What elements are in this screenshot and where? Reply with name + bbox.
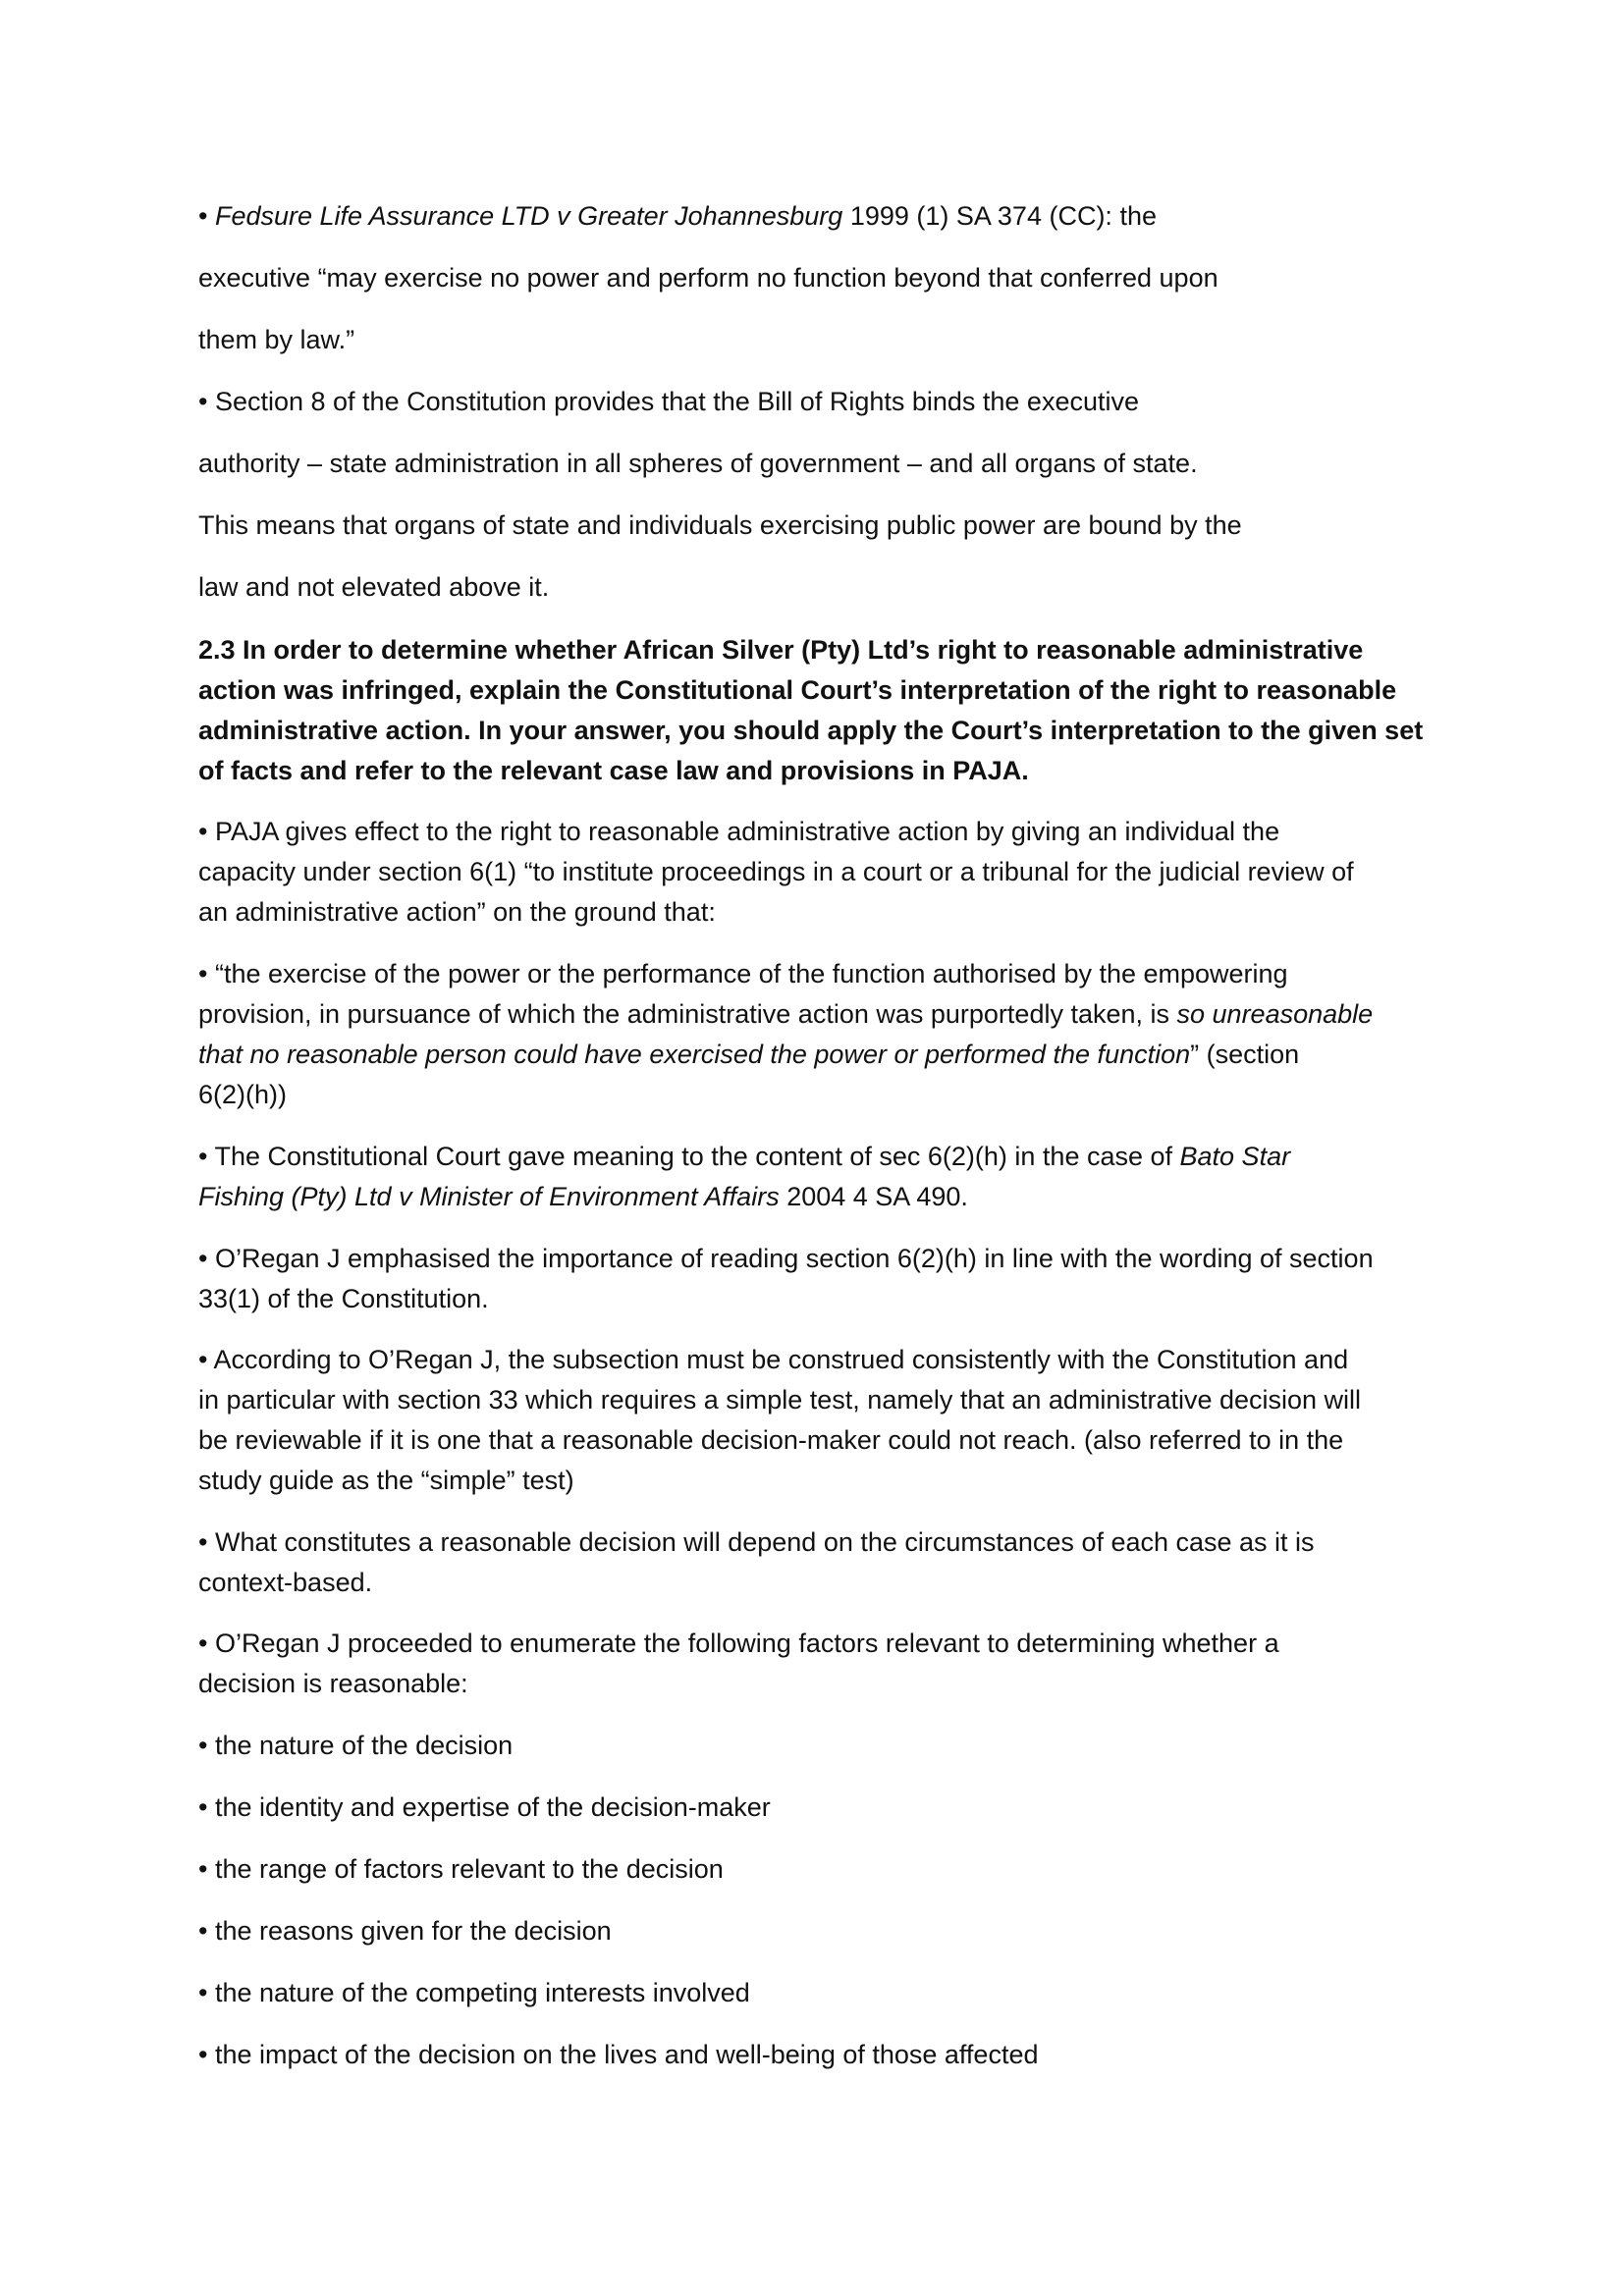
case-citation: Fishing (Pty) Ltd v Minister of Environment Affairs <box>198 1182 780 1211</box>
text-line: law and not elevated above it. <box>198 572 550 602</box>
text-line: • “the exercise of the power or the performance of the function authorised by the empowering <box>198 959 1288 988</box>
text-line: • O’Regan J emphasised the importance of reading section 6(2)(h) in line with the wording of section <box>198 1244 1374 1273</box>
text-line: be reviewable if it is one that a reasonable decision-maker could not reach. (also referred to in the <box>198 1425 1344 1455</box>
text-line: • O’Regan J proceeded to enumerate the following factors relevant to determining whether a <box>198 1629 1279 1658</box>
text-line <box>198 1177 968 1216</box>
list-item: • the impact of the decision on the lives and well-being of those affected <box>198 2040 1039 2069</box>
list-item: • the identity and expertise of the decision-maker <box>198 1792 771 1822</box>
italic-span: so unreasonable <box>1176 999 1374 1029</box>
text-line: • According to O’Regan J, the subsection must be construed consistently with the Constitution and <box>198 1345 1349 1374</box>
text-line: • Section 8 of the Constitution provides that the Bill of Rights binds the executive <box>198 387 1139 416</box>
text-line: them by law.” <box>198 325 355 354</box>
text-span: 1999 (1) SA 374 (CC): the <box>849 201 1157 231</box>
list-item: • the reasons given for the decision <box>198 1916 612 1946</box>
question-heading-line: administrative action. In your answer, you should apply the Court’s interpretation to the given set <box>198 716 1424 745</box>
text-line <box>198 1137 1290 1176</box>
text-line <box>198 994 1373 1034</box>
text-line: decision is reasonable: <box>198 1669 468 1698</box>
text-line: in particular with section 33 which requires a simple test, namely that an administrative decision will <box>198 1385 1362 1415</box>
text-line: This means that organs of state and individuals exercising public power are bound by the <box>198 510 1242 540</box>
text-span: ” (section <box>1190 1040 1300 1069</box>
text-line: 33(1) of the Constitution. <box>198 1284 489 1313</box>
list-item: • the nature of the competing interests involved <box>198 1978 750 2007</box>
text-line: authority – state administration in all spheres of government – and all organs of state. <box>198 449 1198 478</box>
text-line: an administrative action” on the ground that: <box>198 897 716 927</box>
text-line <box>198 1035 1299 1074</box>
text-line: • PAJA gives effect to the right to reasonable administrative action by giving an individual the <box>198 817 1280 846</box>
text-line: • What constitutes a reasonable decision will depend on the circumstances of each case as it is <box>198 1527 1315 1557</box>
text-line: capacity under section 6(1) “to institute proceedings in a court or a tribunal for the judicial review of <box>198 857 1354 886</box>
question-heading-line: of facts and refer to the relevant case law and provisions in PAJA. <box>198 756 1029 785</box>
text-line: study guide as the “simple” test) <box>198 1466 574 1495</box>
text-span: provision, in pursuance of which the administrative action was purportedly taken, is <box>198 999 1177 1029</box>
text-line: context-based. <box>198 1568 373 1597</box>
text-line: executive “may exercise no power and perform no function beyond that conferred upon <box>198 263 1218 293</box>
case-citation: Bato Star <box>1179 1142 1291 1171</box>
list-item: • the nature of the decision <box>198 1731 514 1760</box>
question-heading-line: action was infringed, explain the Constitutional Court’s interpretation of the right to reasonable <box>198 675 1397 705</box>
question-heading-line: 2.3 In order to determine whether African Silver (Pty) Ltd’s right to reasonable administrative <box>198 635 1364 665</box>
text-span: 2004 4 SA 490. <box>779 1182 968 1211</box>
list-item: • the range of factors relevant to the decision <box>198 1854 724 1884</box>
case-citation: Fedsure Life Assurance LTD v Greater Johannesburg <box>214 201 843 231</box>
text-line: • Fedsure Life Assurance LTD v Greater Johannesburg 1999 (1) SA 374 (CC): the <box>198 201 1157 231</box>
text-span: • The Constitutional Court gave meaning to the content of sec 6(2)(h) in the case of <box>198 1142 1180 1171</box>
text-line: 6(2)(h)) <box>198 1080 288 1109</box>
italic-span: that no reasonable person could have exercised the power or performed the function <box>198 1040 1191 1069</box>
